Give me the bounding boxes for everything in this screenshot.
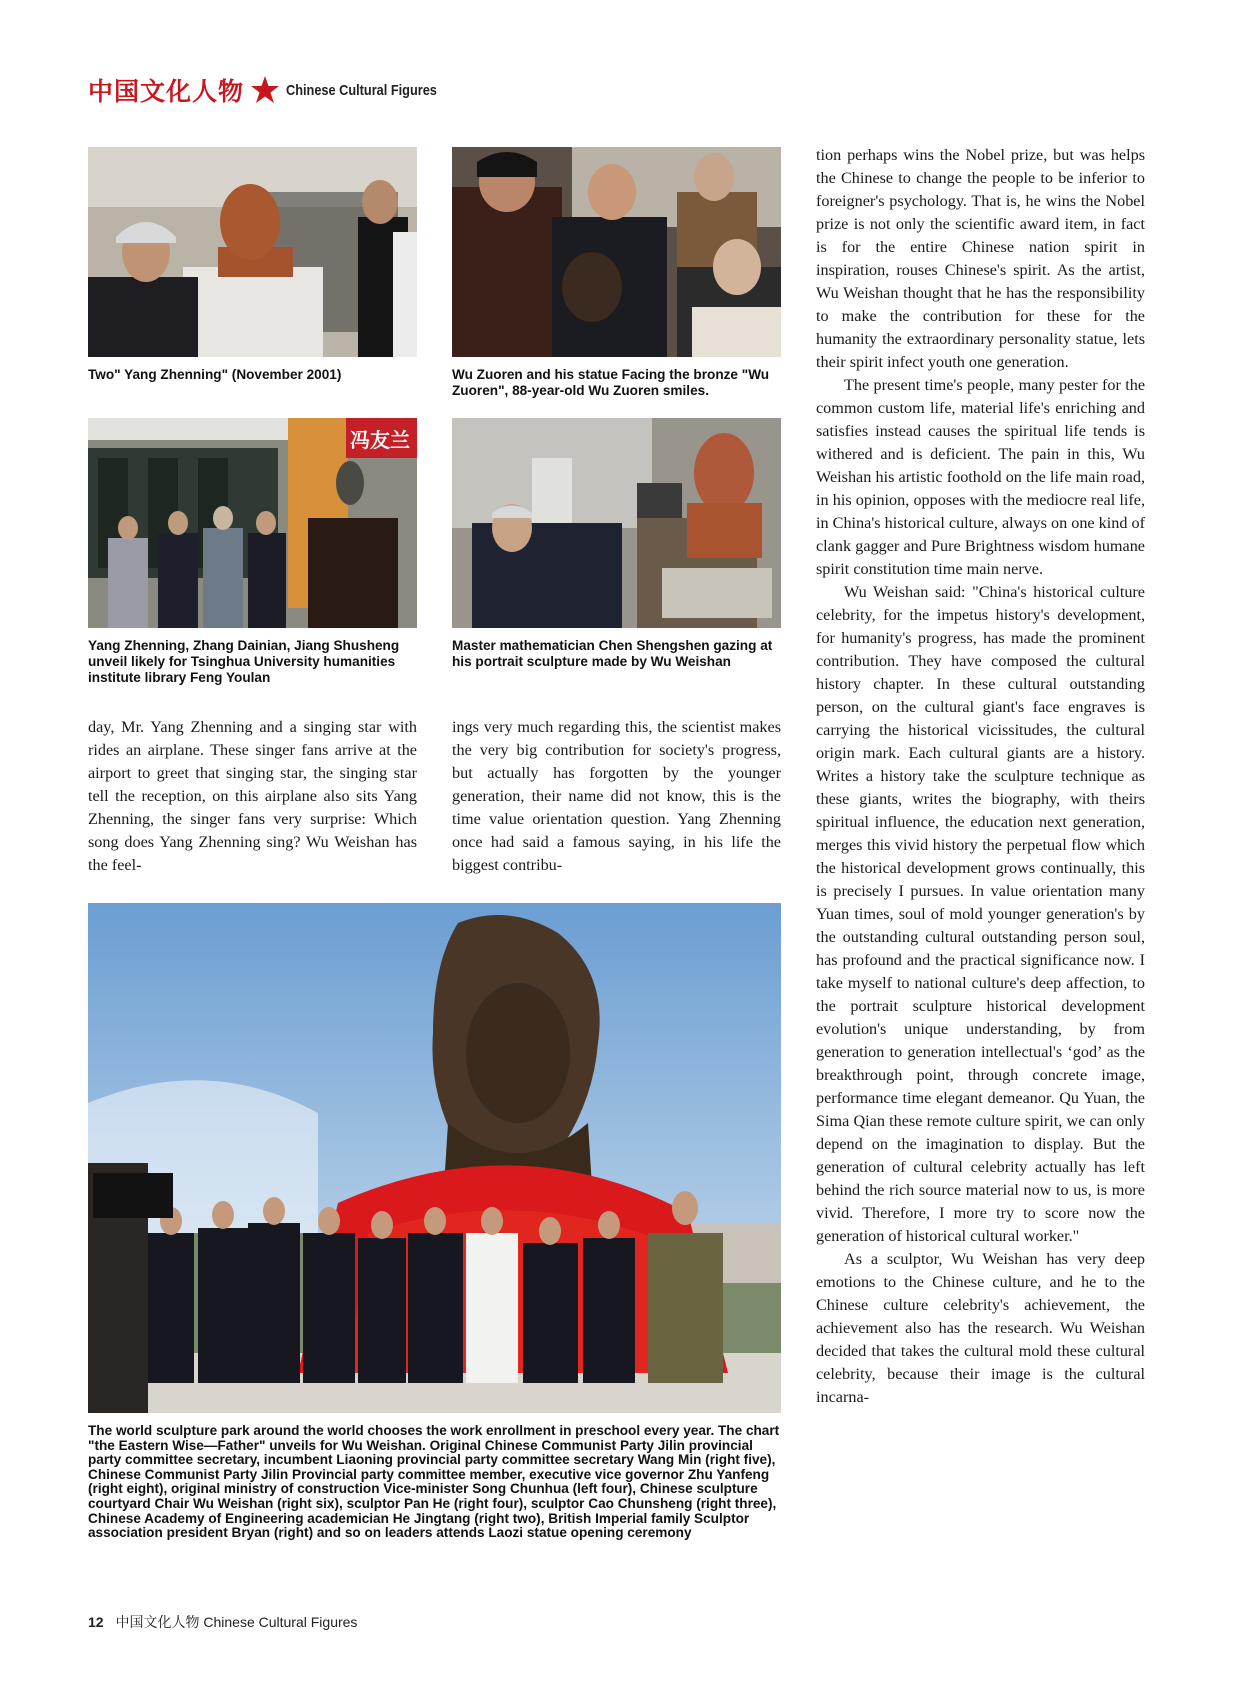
body-text-column-3 bbox=[816, 144, 1145, 1409]
photo-yang-zhenning-bust bbox=[88, 147, 417, 357]
body-paragraph: ings very much regarding this, the scientist makes the very big contribution for society's progress, but actually has forgotten by the younger generation, their name did not know, this is the time value orientation question. Yang Zhenning once had said a famous saying, in his life the biggest contribu- bbox=[452, 718, 781, 874]
photo-caption: Wu Zuoren and his statue Facing the bronze "Wu Zuoren", 88-year-old Wu Zuoren smiles. bbox=[452, 367, 770, 398]
body-paragraph: The present time's people, many pester for the common custom life, material life's enriching and satisfies instead causes the spiritual life tends is withered and is deficient. The pain in this, Wu Weishan his artistic foothold on the life main road, in his opinion, opposes with the mediocre real life, in China's historical culture, always on one kind of clank gagger and Pure Brightness wisdom humane spirit constitution time main nerve. bbox=[816, 376, 1145, 578]
photo-caption: Master mathematician Chen Shengshen gazing at his portrait sculpture made by Wu Weishan bbox=[452, 638, 773, 669]
photo-caption: Two" Yang Zhenning" (November 2001) bbox=[88, 367, 342, 382]
photo-caption: Yang Zhenning, Zhang Dainian, Jiang Shusheng unveil likely for Tsinghua University humanities institute library Feng Youlan bbox=[88, 638, 400, 685]
magazine-logo-chinese: 中国文化人物 bbox=[88, 77, 245, 106]
photo-wu-zuoren-statue bbox=[452, 147, 781, 357]
footer-title-chinese: 中国文化人物 bbox=[115, 1614, 200, 1630]
body-paragraph: As a sculptor, Wu Weishan has very deep emotions to the Chinese culture, and he to the Chinese culture celebrity's achievement, the achievement also has the research. Wu Weishan decided that takes the cultural mold these cultural celebrity, because their image is the cultural incarna- bbox=[816, 1250, 1145, 1406]
body-paragraph: tion perhaps wins the Nobel prize, but was helps the Chinese to change the people to be inferior to foreigner's psychology. That is, he wins the Nobel prize is not only the scientific award item, in fact is for the entire Chinese nation spirit in inspiration, rouses Chinese's spirit. As the artist, Wu Weishan thought that he has the responsibility to make the contribution for these for the humanity the extraordinary personality statue, lets their spirit infect youth one generation. bbox=[816, 146, 1145, 371]
body-text-column-1 bbox=[88, 716, 417, 877]
body-paragraph: day, Mr. Yang Zhenning and a singing star with rides an airplane. These singer fans arrive at the airport to greet that singing star, the singing star tell the reception, on this airplane also sits Yang Zhenning, the singer fans very surprise: Which song does Yang Zhenning sing? Wu Weishan has the feel- bbox=[88, 718, 417, 874]
magazine-logo-english: Chinese Cultural Figures bbox=[286, 81, 437, 99]
page-footer bbox=[88, 1612, 357, 1632]
page-number: 12 bbox=[88, 1614, 104, 1630]
magazine-header bbox=[88, 70, 464, 110]
body-text-column-2 bbox=[452, 716, 781, 877]
photo-feng-youlan-unveiling bbox=[88, 418, 417, 628]
photo-laozi-statue-ceremony bbox=[88, 903, 781, 1413]
feng-youlan-banner: 冯友兰 bbox=[350, 428, 410, 452]
red-star-icon bbox=[250, 75, 280, 105]
footer-title-english: Chinese Cultural Figures bbox=[203, 1614, 358, 1630]
body-paragraph: Wu Weishan said: "China's historical culture celebrity, for the impetus history's development, for humanity's progress, has made the prominent contribution. They have composed the cultural history chapter. In these cultural outstanding person, on the cultural giant's face engraves is carrying the historical vicissitudes, the cultural origin mark. Each cultural giants are a history. Writes a history take the sculpture technique as these giants, writes the biography, with theirs spiritual influence, the education next generation, merges this vivid history the perpetual flow which the historical development grows continually, this is precisely I pursues. In value orientation many Yuan times, soul of mold younger generation's by the outstanding cultural outstanding person soul, has profound and the practical significance now. I take myself to national culture's deep affection, to the portrait sculpture historical development evolution's unique understanding, by from generation to generation intellectual's ‘god’ as the breakthrough point, through concrete image, performance time elegant demeanor. Qu Yuan, the Sima Qian these remote culture spirit, we can only depend on the imagination to display. But the generation of cultural celebrity actually has left behind the rich source material now to us, is more vivid. Therefore, I more try to score now the generation of historical cultural worker." bbox=[816, 583, 1145, 1245]
photo-chen-shengshen-sculpture bbox=[452, 418, 781, 628]
photo-caption: The world sculpture park around the world chooses the work enrollment in preschool every year. The chart "the Eastern Wise—Father" unveils for Wu Weishan. Original Chinese Communist Party Jilin provincial party committee secretary, incumbent Liaoning provincial party committee secretary Wang Min (right five), Chinese Communist Party Jilin Provincial party committee member, executive vice governor Zhu Yanfeng (right eight), original ministry of construction Vice-minister Song Chunhua (left four), Chinese sculpture courtyard Chair Wu Weishan (right six), sculptor Pan He (right four), sculptor Cao Chunsheng (right three), Chinese Academy of Engineering academician He Jingtang (right two), British Imperial family Sculptor association president Bryan (right) and so on leaders attends Laozi statue opening ceremony bbox=[88, 1423, 780, 1541]
